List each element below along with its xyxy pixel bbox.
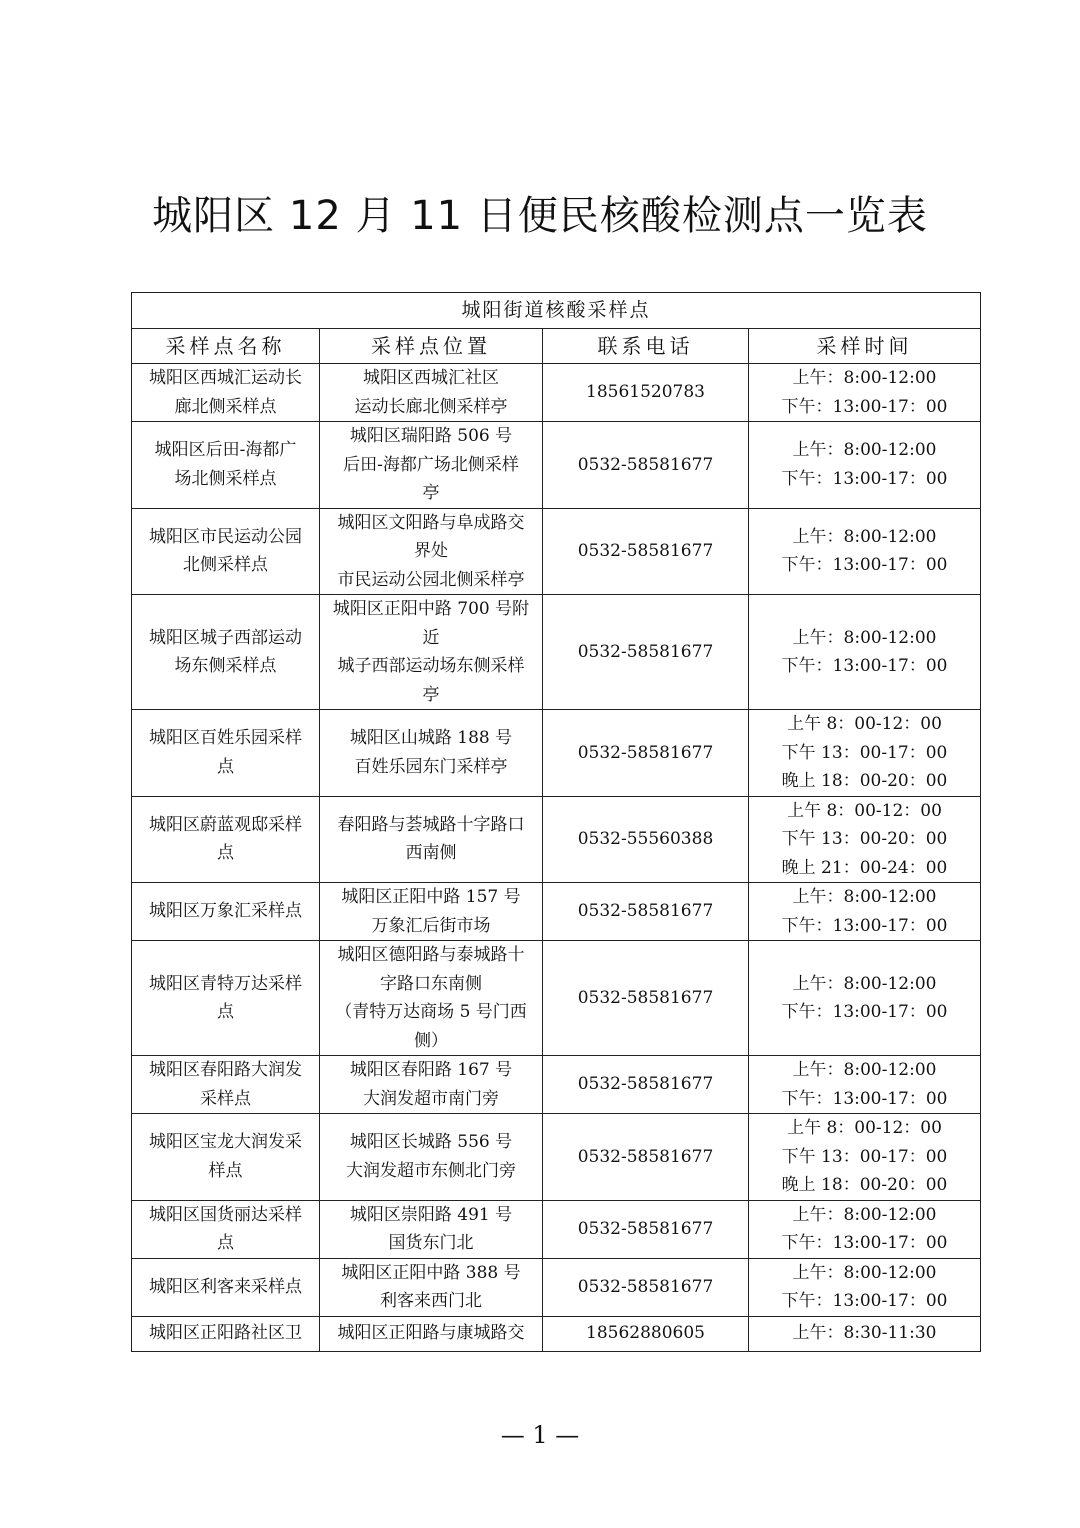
phone-cell xyxy=(543,1316,749,1351)
site-location-cell xyxy=(320,1114,543,1201)
cell-text-line: 城阳区文阳路与阜成路交 xyxy=(337,512,525,533)
header-contact-phone: 联系电话 xyxy=(543,329,749,364)
site-location-cell xyxy=(320,941,543,1056)
cell-text-line: 城阳区百姓乐园采样 xyxy=(149,728,302,749)
site-location-cell xyxy=(320,595,543,710)
sampling-time-cell xyxy=(749,1056,981,1114)
table-row xyxy=(132,422,981,509)
cell-text-line: 上午 8：00-12：00 xyxy=(787,1118,942,1138)
table-row xyxy=(132,1258,981,1316)
cell-text-line: 上午：8:00-12:00 xyxy=(792,368,937,388)
sampling-time-cell xyxy=(749,364,981,422)
sampling-time-cell xyxy=(749,941,981,1056)
cell-text-line: 0532-58581677 xyxy=(577,901,714,922)
cell-text-line: 城阳区瑞阳路 506 号 xyxy=(349,426,513,446)
cell-text-line: 国货东门北 xyxy=(388,1233,474,1253)
cell-text-line: 北侧采样点 xyxy=(183,555,268,576)
table-row xyxy=(132,1056,981,1114)
cell-text-line: 上午：8:00-12:00 xyxy=(792,1204,937,1225)
cell-text-line: 百姓乐园东门采样亭 xyxy=(354,756,508,777)
cell-text-line: 后田-海都广场北侧采样 xyxy=(343,454,519,475)
cell-text-line: 场北侧采样点 xyxy=(174,468,277,489)
cell-text-line: 采样点 xyxy=(200,1088,251,1109)
cell-text-line: 城阳区青特万达采样 xyxy=(149,973,302,994)
cell-text-line: 18562880605 xyxy=(586,1323,705,1344)
cell-text-line: 侧） xyxy=(414,1030,448,1051)
cell-text-line: 城阳区国货丽达采样 xyxy=(149,1204,302,1225)
cell-text-line: 城阳区山城路 188 号 xyxy=(349,728,513,749)
cell-text-line: 大润发超市南门旁 xyxy=(363,1088,499,1109)
cell-text-line: 场东侧采样点 xyxy=(174,656,277,676)
table-row xyxy=(132,883,981,941)
cell-text-line: 大润发超市东侧北门旁 xyxy=(346,1160,516,1181)
cell-text-line: 城阳区后田-海都广 xyxy=(154,440,297,461)
cell-text-line: 下午 13：00-17：00 xyxy=(781,1146,948,1167)
cell-text-line: 西南侧 xyxy=(405,843,457,864)
site-name-cell xyxy=(132,422,320,509)
sampling-time-cell xyxy=(749,595,981,710)
table-row xyxy=(132,595,981,710)
cell-text-line: 界处 xyxy=(414,541,448,561)
sampling-time-cell xyxy=(749,1258,981,1316)
section-title: 城阳街道核酸采样点 xyxy=(132,293,981,329)
cell-text-line: 晚上 18：00-20：00 xyxy=(781,1175,948,1195)
site-name-cell xyxy=(132,1200,320,1258)
sampling-time-cell xyxy=(749,1114,981,1201)
sampling-time-cell xyxy=(749,1316,981,1351)
site-name-cell xyxy=(132,941,320,1056)
table-row xyxy=(132,1200,981,1258)
sampling-time-cell xyxy=(749,422,981,509)
cell-text-line: 运动长廊北侧采样亭 xyxy=(354,396,508,417)
cell-text-line: 城阳区西城汇社区 xyxy=(363,368,499,388)
site-location-cell xyxy=(320,1258,543,1316)
cell-text-line: 春阳路与荟城路十字路口 xyxy=(337,814,525,835)
site-location-cell xyxy=(320,1316,543,1351)
cell-text-line: 上午：8:00-12:00 xyxy=(792,1262,937,1283)
phone-cell xyxy=(543,364,749,422)
cell-text-line: 0532-58581677 xyxy=(577,541,714,561)
cell-text-line: 下午：13:00-17：00 xyxy=(781,468,948,489)
site-location-cell xyxy=(320,422,543,509)
cell-text-line: 城阳区万象汇采样点 xyxy=(149,901,302,922)
phone-cell xyxy=(543,710,749,797)
table-row xyxy=(132,796,981,883)
cell-text-line: 点 xyxy=(217,1233,234,1253)
cell-text-line: 上午：8:00-12:00 xyxy=(792,440,937,461)
table-row xyxy=(132,941,981,1056)
phone-cell xyxy=(543,796,749,883)
site-location-cell xyxy=(320,364,543,422)
site-location-cell xyxy=(320,508,543,595)
cell-text-line: 字路口东南侧 xyxy=(380,973,482,994)
cell-text-line: 城阳区正阳路社区卫 xyxy=(149,1323,302,1344)
cell-text-line: 下午：13:00-17：00 xyxy=(781,915,948,936)
site-name-cell xyxy=(132,364,320,422)
cell-text-line: 城子西部运动场东侧采样 xyxy=(337,656,525,676)
cell-text-line: 晚上 21：00-24：00 xyxy=(781,857,948,878)
site-name-cell xyxy=(132,710,320,797)
cell-text-line: 市民运动公园北侧采样亭 xyxy=(337,569,525,590)
cell-text-line: 点 xyxy=(217,756,234,777)
header-site-location: 采样点位置 xyxy=(320,329,543,364)
table-row xyxy=(132,364,981,422)
cell-text-line: 18561520783 xyxy=(586,382,705,403)
cell-text-line: 城阳区德阳路与泰城路十 xyxy=(337,945,525,965)
cell-text-line: 下午：13:00-17：00 xyxy=(781,656,948,676)
cell-text-line: 城阳区长城路 556 号 xyxy=(349,1132,513,1153)
header-sampling-time: 采样时间 xyxy=(749,329,981,364)
header-site-name: 采样点名称 xyxy=(132,329,320,364)
site-location-cell xyxy=(320,1200,543,1258)
cell-text-line: 上午：8:00-12:00 xyxy=(792,973,937,994)
cell-text-line: 上午：8:00-12:00 xyxy=(792,887,937,907)
site-location-cell xyxy=(320,796,543,883)
cell-text-line: 晚上 18：00-20：00 xyxy=(781,771,948,791)
site-location-cell xyxy=(320,1056,543,1114)
phone-cell xyxy=(543,422,749,509)
cell-text-line: 上午：8:00-12:00 xyxy=(792,627,937,648)
cell-text-line: 0532-58581677 xyxy=(577,742,714,763)
sampling-time-cell xyxy=(749,796,981,883)
sampling-sites-table xyxy=(131,292,981,1352)
cell-text-line: 上午 8：00-12：00 xyxy=(787,800,942,821)
site-name-cell xyxy=(132,883,320,941)
cell-text-line: 上午：8:00-12:00 xyxy=(792,1060,937,1080)
site-name-cell xyxy=(132,1114,320,1201)
sampling-time-cell xyxy=(749,710,981,797)
phone-cell xyxy=(543,595,749,710)
cell-text-line: （青特万达商场 5 号门西 xyxy=(335,1002,527,1022)
cell-text-line: 下午：13:00-17：00 xyxy=(781,1291,948,1311)
phone-cell xyxy=(543,508,749,595)
cell-text-line: 亭 xyxy=(422,483,440,503)
site-location-cell xyxy=(320,710,543,797)
cell-text-line: 上午 8：00-12：00 xyxy=(787,714,942,734)
cell-text-line: 城阳区利客来采样点 xyxy=(149,1276,302,1297)
cell-text-line: 下午：13:00-17：00 xyxy=(781,1233,948,1253)
cell-text-line: 0532-55560388 xyxy=(577,829,714,849)
table-body xyxy=(132,364,981,1352)
site-location-cell xyxy=(320,883,543,941)
cell-text-line: 城阳区正阳中路 700 号附 xyxy=(332,599,530,619)
cell-text-line: 城阳区西城汇运动长 xyxy=(149,368,302,388)
site-name-cell xyxy=(132,595,320,710)
document-title: 城阳区 12 月 11 日便民核酸检测点一览表 xyxy=(152,193,928,239)
cell-text-line: 亭 xyxy=(422,684,440,705)
cell-text-line: 下午：13:00-17：00 xyxy=(781,1002,948,1022)
sampling-time-cell xyxy=(749,508,981,595)
phone-cell xyxy=(543,941,749,1056)
site-name-cell xyxy=(132,1056,320,1114)
cell-text-line: 样点 xyxy=(208,1160,243,1181)
cell-text-line: 点 xyxy=(217,843,234,864)
cell-text-line: 0532-58581677 xyxy=(577,454,714,475)
cell-text-line: 城阳区崇阳路 491 号 xyxy=(349,1204,513,1225)
cell-text-line: 下午 13：00-20：00 xyxy=(781,829,948,849)
cell-text-line: 城阳区正阳中路 388 号 xyxy=(341,1262,521,1283)
cell-text-line: 0532-58581677 xyxy=(577,1074,714,1095)
cell-text-line: 城阳区春阳路 167 号 xyxy=(349,1060,513,1080)
cell-text-line: 廊北侧采样点 xyxy=(174,396,277,417)
cell-text-line: 城阳区城子西部运动 xyxy=(149,627,302,648)
cell-text-line: 城阳区正阳路与康城路交 xyxy=(337,1323,525,1344)
cell-text-line: 城阳区蔚蓝观邸采样 xyxy=(149,814,302,835)
cell-text-line: 点 xyxy=(217,1002,234,1022)
cell-text-line: 城阳区春阳路大润发 xyxy=(149,1060,302,1080)
site-name-cell xyxy=(132,1258,320,1316)
table-row xyxy=(132,710,981,797)
cell-text-line: 万象汇后街市场 xyxy=(371,915,491,936)
phone-cell xyxy=(543,1114,749,1201)
table-row xyxy=(132,1114,981,1201)
cell-text-line: 0532-58581677 xyxy=(577,1218,714,1239)
phone-cell xyxy=(543,1258,749,1316)
site-name-cell xyxy=(132,508,320,595)
site-name-cell xyxy=(132,796,320,883)
cell-text-line: 上午：8:00-12:00 xyxy=(792,526,937,547)
cell-text-line: 0532-58581677 xyxy=(577,987,714,1008)
cell-text-line: 城阳区正阳中路 157 号 xyxy=(341,887,521,907)
cell-text-line: 下午：13:00-17：00 xyxy=(781,555,948,576)
cell-text-line: 0532-58581677 xyxy=(577,1276,714,1297)
cell-text-line: 城阳区市民运动公园 xyxy=(149,526,302,547)
phone-cell xyxy=(543,1056,749,1114)
cell-text-line: 下午 13：00-17：00 xyxy=(781,742,948,763)
site-name-cell xyxy=(132,1316,320,1351)
cell-text-line: 城阳区宝龙大润发采 xyxy=(149,1132,302,1153)
cell-text-line: 利客来西门北 xyxy=(380,1291,482,1311)
sampling-time-cell xyxy=(749,883,981,941)
table-row xyxy=(132,1316,981,1351)
sampling-time-cell xyxy=(749,1200,981,1258)
phone-cell xyxy=(543,883,749,941)
phone-cell xyxy=(543,1200,749,1258)
cell-text-line: 上午：8:30-11:30 xyxy=(792,1323,937,1344)
table-row xyxy=(132,508,981,595)
cell-text-line: 0532-58581677 xyxy=(577,641,714,662)
cell-text-line: 0532-58581677 xyxy=(577,1146,714,1167)
cell-text-line: 下午：13:00-17：00 xyxy=(781,396,948,417)
cell-text-line: 近 xyxy=(422,627,440,648)
cell-text-line: 下午：13:00-17：00 xyxy=(781,1088,948,1109)
page-number: — 1 — xyxy=(500,1421,580,1449)
